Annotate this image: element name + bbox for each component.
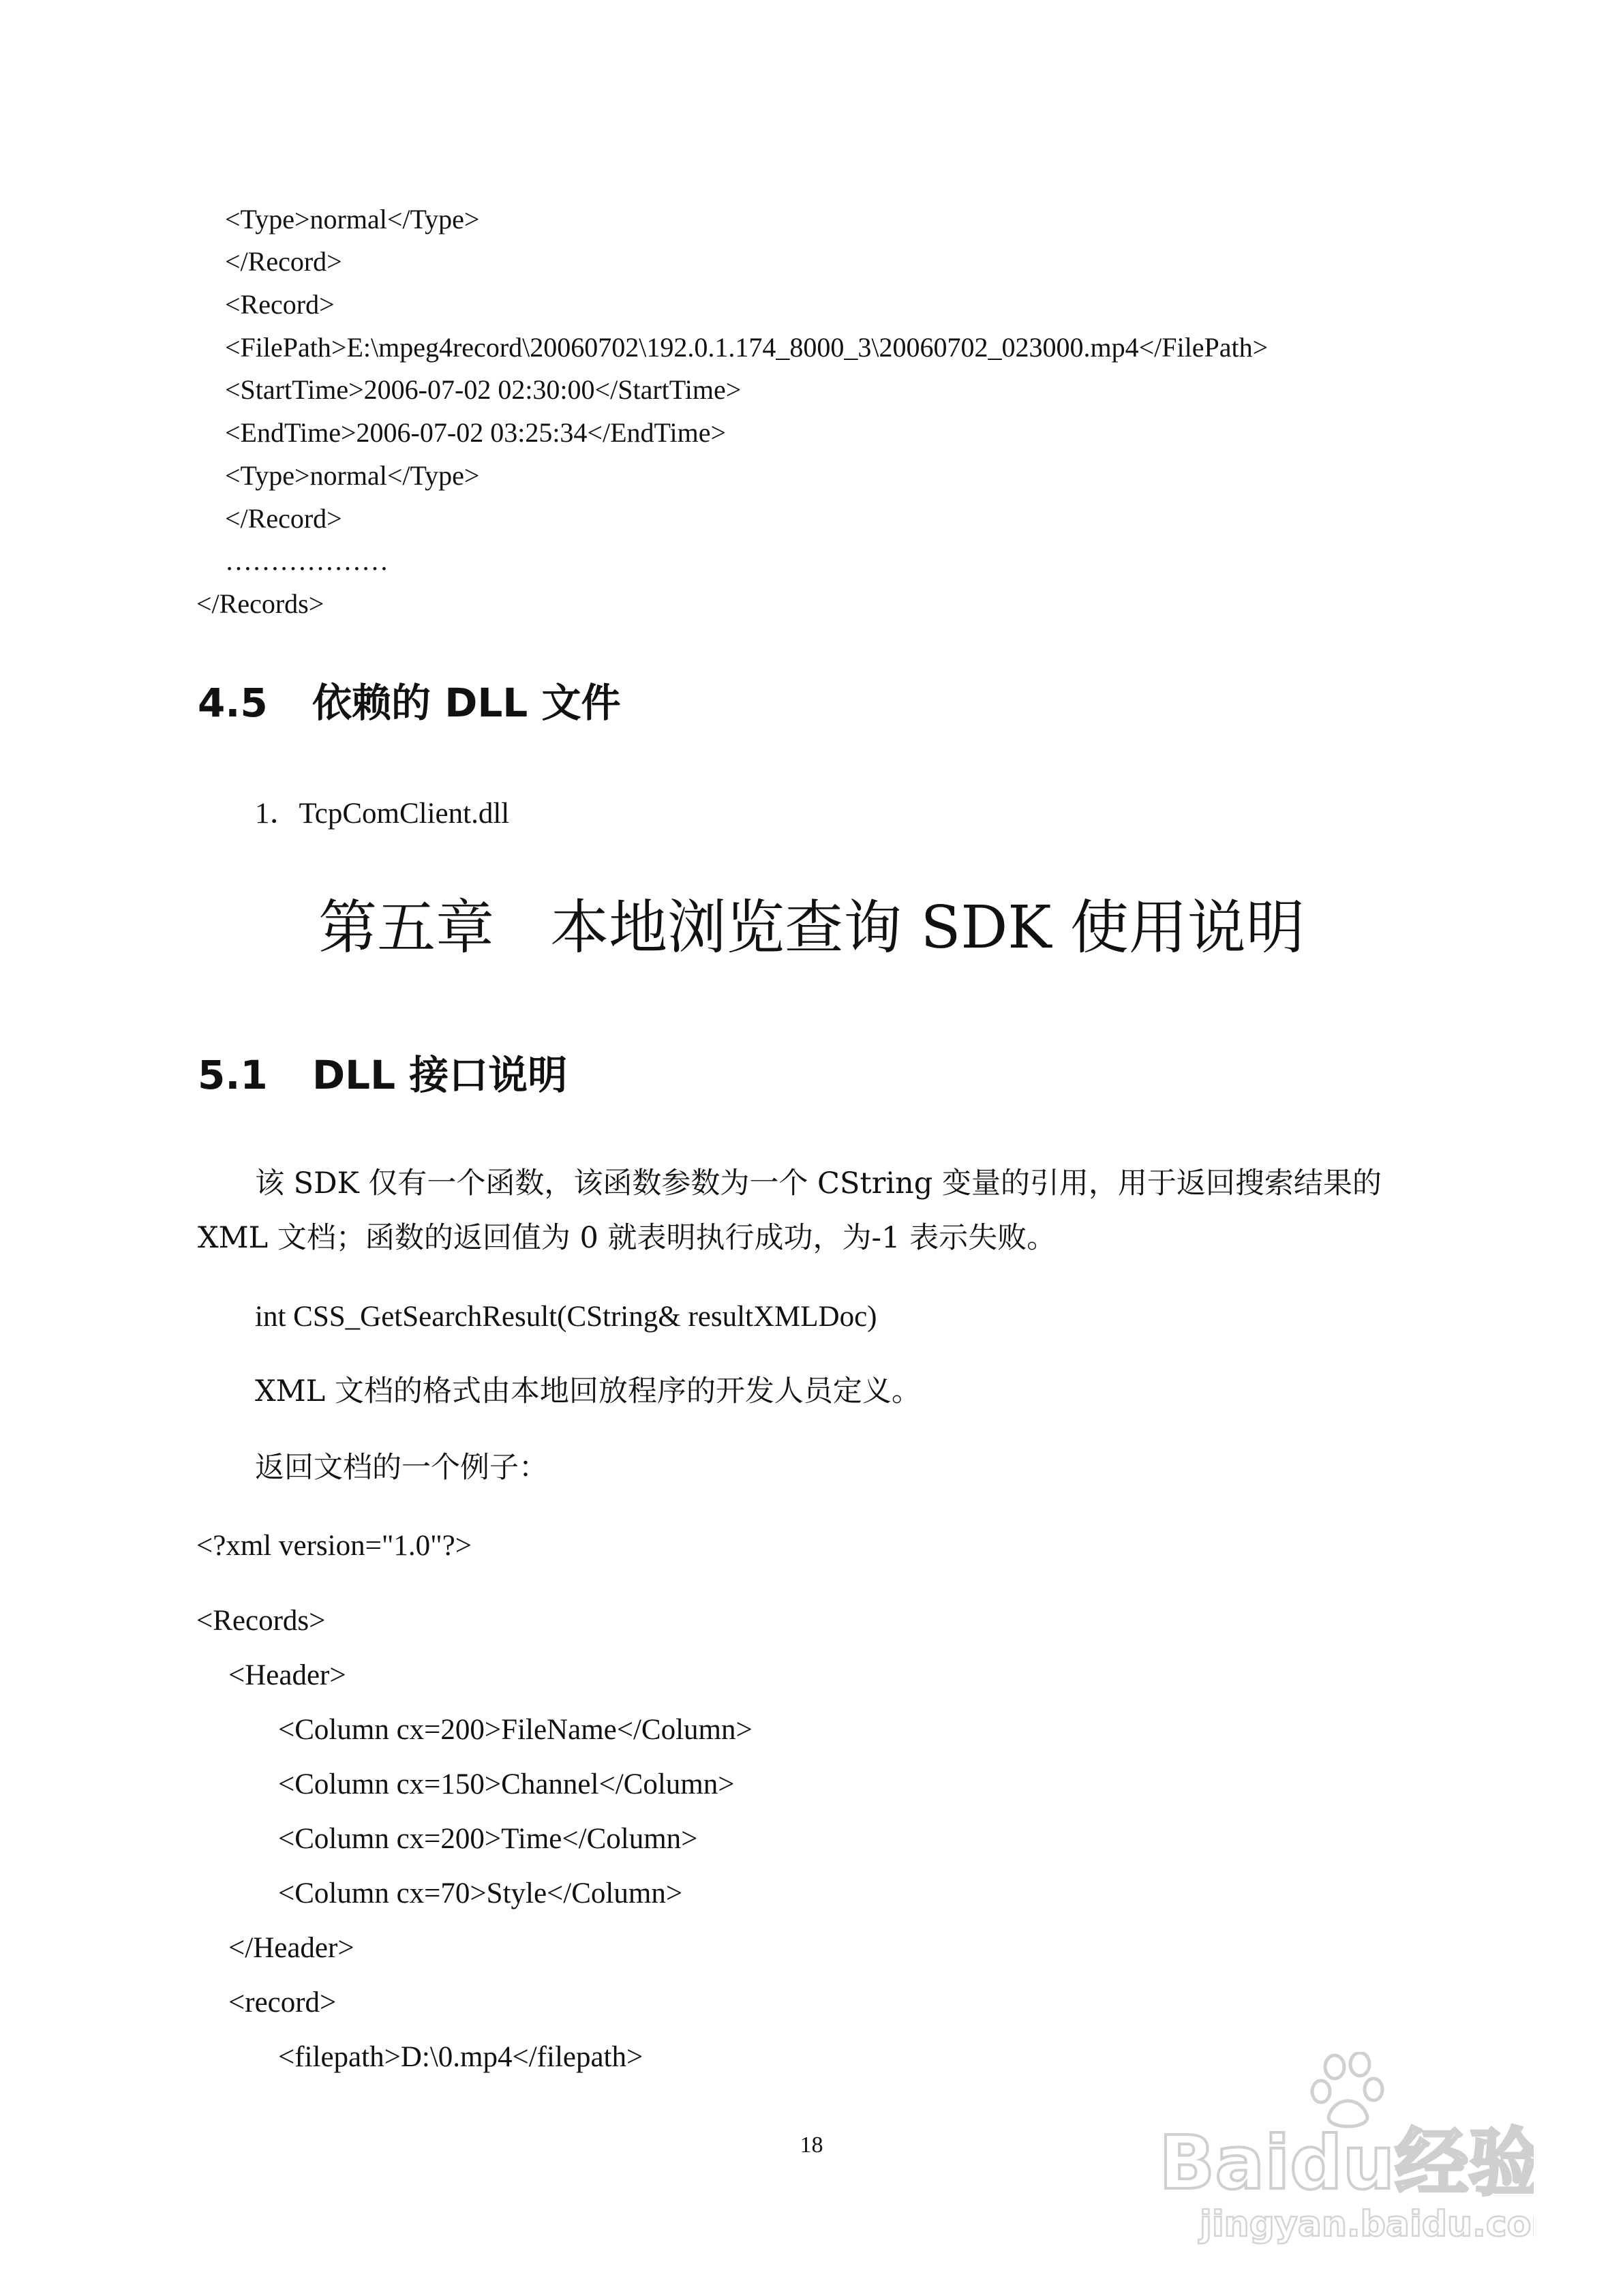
code-line: </Record> (225, 246, 342, 277)
paragraph-line: XML 文档；函数的返回值为 0 就表明执行成功，为-1 表示失败。 (198, 1221, 1057, 1255)
code-line: <Column cx=150>Channel</Column> (278, 1768, 735, 1800)
page-number: 18 (800, 2132, 823, 2158)
code-line: <Type>normal</Type> (225, 204, 480, 235)
function-signature: int CSS_GetSearchResult(CString& resultXMLDoc) (255, 1301, 877, 1333)
chapter-title: 第五章 本地浏览查询 SDK 使用说明 (318, 894, 1305, 962)
section-title: DLL 接口说明 (312, 1052, 568, 1098)
code-line: <?xml version="1.0"?> (196, 1530, 472, 1562)
code-line: <FilePath>E:\mpeg4record\20060702\192.0.1.174_8000_3\20060702_023000.mp4</FilePath> (225, 332, 1269, 363)
paragraph: XML 文档的格式由本地回放程序的开发人员定义。 (255, 1374, 921, 1408)
watermark-url: jingyan.baidu.com (1200, 2204, 1534, 2245)
paw-logo-icon (1152, 2052, 1534, 2250)
section-title: 依赖的 DLL 文件 (312, 680, 621, 726)
code-line: <Records> (196, 1605, 326, 1637)
code-line: <Type>normal</Type> (225, 460, 480, 491)
code-line: </Records> (196, 588, 324, 619)
code-line: </Record> (225, 503, 342, 534)
dll-list-item: 1．TcpComClient.dll (255, 798, 510, 830)
code-line: <Column cx=200>Time</Column> (278, 1823, 698, 1855)
paragraph-line: 该 SDK 仅有一个函数，该函数参数为一个 CString 变量的引用，用于返回搜索结果的 (255, 1166, 1382, 1200)
code-line: <Header> (228, 1659, 346, 1691)
code-line: <EndTime>2006-07-02 03:25:34</EndTime> (225, 417, 727, 448)
code-line: <record> (228, 1987, 337, 2019)
code-line: ……………… (225, 545, 389, 576)
code-line: <Column cx=200>FileName</Column> (278, 1714, 753, 1746)
code-line: <Record> (225, 289, 335, 320)
baidu-jingyan-watermark (1152, 2052, 1534, 2250)
paragraph: 返回文档的一个例子： (255, 1451, 548, 1485)
section-heading-5-1 (198, 1052, 568, 1098)
code-line: <filepath>D:\0.mp4</filepath> (278, 2041, 643, 2073)
code-line: </Header> (228, 1932, 354, 1964)
watermark-brand: Baidu经验 (1159, 2121, 1534, 2206)
section-number: 5.1 (198, 1052, 268, 1098)
section-heading-4-5 (198, 680, 621, 726)
section-number: 4.5 (198, 680, 268, 726)
code-line: <StartTime>2006-07-02 02:30:00</StartTime> (225, 374, 742, 405)
code-line: <Column cx=70>Style</Column> (278, 1877, 683, 1909)
